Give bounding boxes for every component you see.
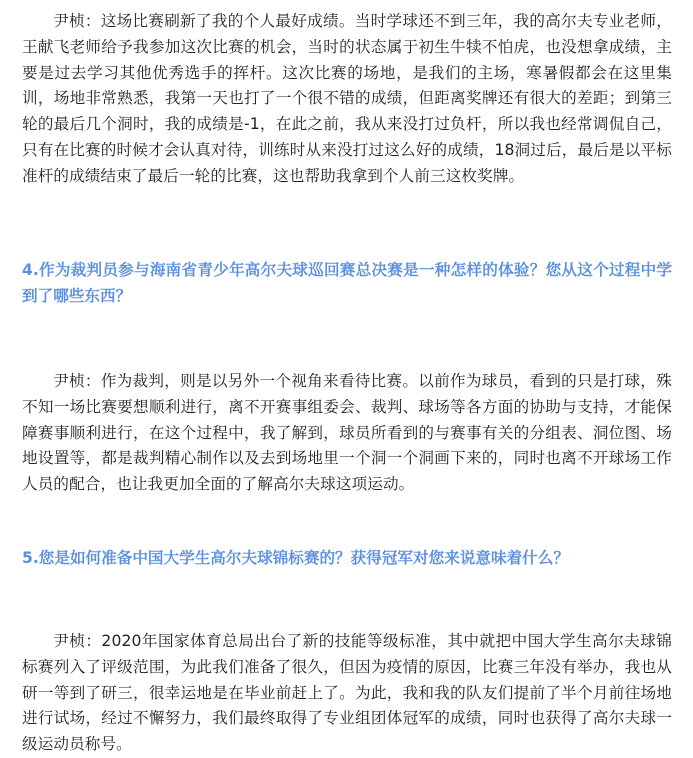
speaker-label: 尹桢：	[53, 632, 102, 650]
answer-paragraph-3	[22, 9, 672, 190]
speaker-label: 尹桢：	[53, 12, 101, 30]
answer-paragraph-4	[22, 369, 672, 498]
question-heading-5: 5.您是如何准备中国大学生高尔夫球锦标赛的？获得冠军对您来说意味着什么？	[22, 549, 569, 567]
answer-text: 2020年国家体育总局出台了新的技能等级标准，其中就把中国大学生高尔夫球锦标赛列入了评级范围，为此我们准备了很久，但因为疫情的原因，比赛三年没有举办，我也从研一等到了研三，很幸运地是在毕业前赶上了。为此，我和我的队友们提前了半个月前往场地进行试场，经过不懈努力，我们最终取得了专业组团体冠军的成绩，同时也获得了高尔夫球一级运动员称号。	[22, 632, 672, 754]
question-heading-4: 4.作为裁判员参与海南省青少年高尔夫球巡回赛总决赛是一种怎样的体验？您从这个过程中学到了哪些东西？	[22, 261, 672, 305]
answer-text: 作为裁判，则是以另外一个视角来看待比赛。以前作为球员，看到的只是打球，殊不知一场比赛要想顺利进行，离不开赛事组委会、裁判、球场等各方面的协助与支持，才能保障赛事顺利进行，在这个过程中，我了解到，球员所看到的与赛事有关的分组表、洞位图、场地设置等，都是裁判精心制作以及去到场地里一个洞一个洞画下来的，同时也离不开球场工作人员的配合，也让我更加全面的了解高尔夫球这项运动。	[22, 372, 672, 494]
speaker-label: 尹桢：	[53, 372, 101, 390]
answer-text: 这场比赛刷新了我的个人最好成绩。当时学球还不到三年，我的高尔夫专业老师，王献飞老师给予我参加这次比赛的机会，当时的状态属于初生牛犊不怕虎，也没想拿成绩，主要是过去学习其他优秀选手的挥杆。这次比赛的场地，是我们的主场，寒暑假都会在这里集训，场地非常熟悉，我第一天也打了一个很不错的成绩，但距离奖牌还有很大的差距；到第三轮的最后几个洞时，我的成绩是-1，在此之前，我从来没打过负杆，所以我也经常调侃自己，只有在比赛的时候才会认真对待，训练时从来没打过这么好的成绩，18洞过后，最后是以平标准杆的成绩结束了最后一轮的比赛，这也帮助我拿到个人前三这枚奖牌。	[22, 12, 672, 185]
answer-paragraph-5	[22, 629, 672, 758]
